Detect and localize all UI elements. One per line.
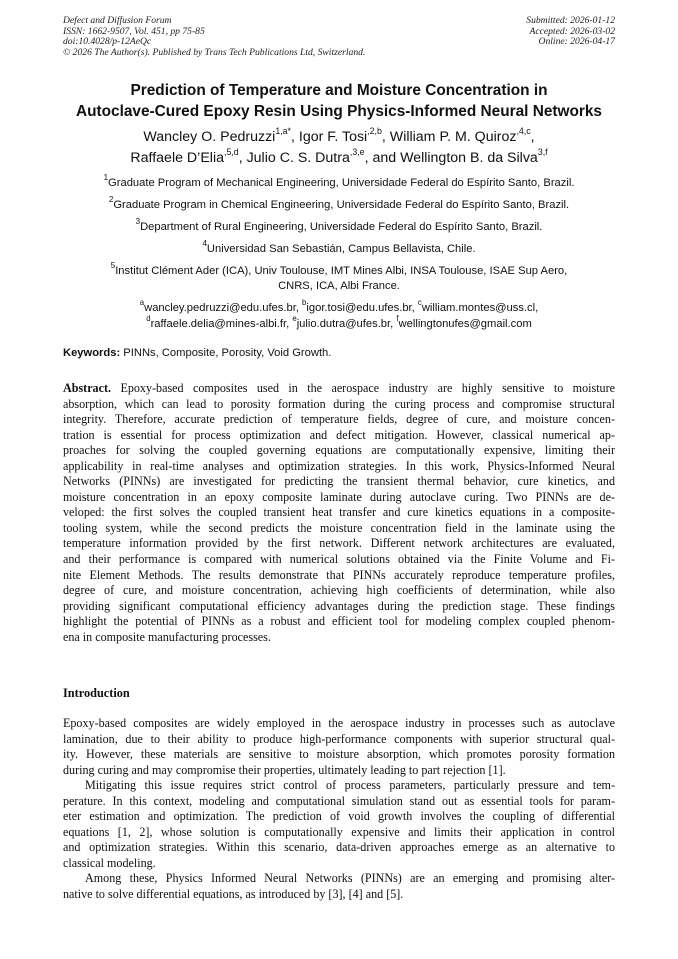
email-mark: f — [396, 314, 399, 324]
affiliation-number: 2 — [108, 195, 114, 205]
abstract-line: nite Element Methods. The results demonstrate that PINNs accurately reproduce temperature profiles, — [63, 567, 615, 582]
affiliation-text: Department of Rural Engineering, Universidade Federal do Espírito Santo, Brazil. — [140, 221, 543, 233]
email-address: william.montes@uss.cl — [421, 302, 536, 314]
paper-title — [40, 80, 638, 122]
doi-line: doi:10.4028/p-12AeQc — [63, 36, 152, 48]
copyright-line: © 2026 The Author(s). Published by Trans Tech Publications Ltd, Switzerland. — [63, 46, 366, 58]
paragraph — [63, 871, 615, 902]
author-separator: , — [290, 129, 299, 145]
email-address: wancley.pedruzzi@edu.ufes.br — [144, 302, 296, 314]
email-separator: , — [411, 302, 418, 314]
affiliation — [40, 239, 638, 256]
author-affil-mark: 1,a* — [275, 126, 291, 137]
keywords — [63, 346, 331, 360]
email-separator: , — [535, 302, 539, 314]
paragraph — [63, 716, 615, 778]
online-date: Online: 2026-04-17 — [538, 36, 615, 48]
body-line: Among these, Physics Informed Neural Networks (PINNs) are an emerging and promising alter- — [85, 871, 615, 886]
abstract-line: tration is essential for process optimization and defect mitigation. However, classical numerical ap- — [63, 427, 615, 442]
affiliation-number: 1 — [103, 173, 109, 183]
abstract-line: temperature information provided by the first network. Different network architectures are evaluated, — [63, 536, 615, 551]
abstract-line: integrity. Therefore, accurate prediction of temperature fields, degree of cure, and moisture concen- — [63, 412, 615, 427]
email-mark: a — [139, 298, 145, 308]
affiliation-continued: CNRS, ICA, Albi France. — [278, 280, 400, 292]
affiliation-text: Graduate Program of Mechanical Engineering, Universidade Federal do Espírito Santo, Brazil. — [108, 177, 575, 189]
abstract-line: and their performance is compared with numerical solutions obtained via the Finite Volume and Fi- — [63, 552, 615, 567]
author-name: Raffaele D’Elia — [130, 150, 224, 166]
affiliation — [40, 173, 638, 190]
keywords-label: Keywords: — [63, 347, 121, 359]
email-list — [30, 300, 648, 332]
dates-header — [415, 16, 615, 48]
author-separator: , — [381, 129, 390, 145]
affiliation-number: 5 — [110, 261, 116, 271]
email-mark: b — [302, 298, 307, 308]
affiliation — [40, 217, 638, 234]
author-name: Wancley O. Pedruzzi — [143, 129, 276, 145]
body-line: eter estimation and optimization. The prediction of void growth involves the coupling of differential — [63, 809, 615, 824]
section-heading: Introduction — [63, 686, 130, 700]
author-affil-mark: 3,f — [537, 147, 548, 158]
introduction-body — [63, 716, 615, 903]
author-name: William P. M. Quiroz — [389, 129, 517, 145]
affiliation — [40, 261, 638, 278]
author-separator: , — [238, 150, 247, 166]
author-separator: , — [530, 129, 535, 145]
email-address: julio.dutra@ufes.br — [296, 318, 391, 330]
accepted-date: Accepted: 2026-03-02 — [529, 25, 615, 37]
email-mark: c — [417, 298, 422, 308]
paragraph — [63, 778, 615, 871]
abstract-line: absorption, which can lead to porosity formation during the curing process and compromise structural — [63, 396, 615, 411]
email-address: igor.tosi@edu.ufes.br — [306, 302, 412, 314]
affiliation-text: Institut Clément Ader (ICA), Univ Toulouse, IMT Mines Albi, INSA Toulouse, ISAE Sup Aero, — [115, 265, 568, 277]
author-separator: , and — [364, 150, 401, 166]
journal-header — [63, 16, 443, 58]
abstract-line: veloped: the first solves the coupled transient heat transfer and cure kinetics equations in a composite- — [63, 505, 615, 520]
abstract-line: tooling system, while the second predicts the moisture concentration field in the laminate using the — [63, 520, 615, 535]
author-line — [40, 148, 638, 169]
body-line: perature. In this context, modeling and computational simulation stand out as essential tools for param- — [63, 793, 615, 808]
body-line: during curing and may compromise their properties, ultimately leading to part rejection [1]. — [63, 762, 506, 777]
author-affil-mark: ,5,d — [224, 147, 239, 158]
affiliation — [40, 195, 638, 212]
title-line: Prediction of Temperature and Moisture Concentration in — [130, 82, 548, 99]
abstract-line: highlight the potential of PINNs as a robust and efficient tool for modeling complex coupled phenom- — [63, 614, 615, 629]
body-line: native to solve differential equations, as introduced by [3], [4] and [5]. — [63, 887, 404, 902]
keywords-text: PINNs, Composite, Porosity, Void Growth. — [120, 347, 332, 359]
affiliation-text: Graduate Program in Chemical Engineering, Universidade Federal do Espírito Santo, Brazil. — [113, 199, 570, 211]
author-affil-mark: ,4,c — [516, 126, 531, 137]
abstract-line: applicability in real-time analyses and optimization strategies. In this work, Physics-Informed Neural — [63, 458, 615, 473]
body-line: Mitigating this issue requires strict control of process parameters, particularly pressure and tem- — [85, 778, 615, 793]
body-line: ity. However, these materials are sensitive to moisture absorption, which promotes porosity formation — [63, 747, 615, 762]
abstract-line: ena in composite manufacturing processes. — [63, 629, 271, 644]
author-list — [40, 127, 638, 169]
abstract-label: Abstract. — [63, 381, 112, 395]
author-name: Wellington B. da Silva — [400, 150, 538, 166]
email-address: raffaele.delia@mines-albi.fr — [150, 318, 287, 330]
email-mark: e — [292, 314, 297, 324]
email-line — [30, 300, 648, 316]
email-separator: , — [286, 318, 293, 330]
author-line — [40, 127, 638, 148]
abstract-line: providing significant computational efficiency advantages during the prediction stage. These findings — [63, 598, 615, 613]
submitted-date: Submitted: 2026-01-12 — [526, 15, 615, 26]
abstract-line: Networks (PINNs) are investigated for predicting the transient thermal behavior, cure kinetics, and — [63, 474, 615, 489]
email-line — [30, 316, 648, 332]
body-line: lamination, due to their ability to produce high-performance components with superior structural qual- — [63, 731, 615, 746]
abstract — [63, 381, 615, 645]
affiliation-text: Universidad San Sebastián, Campus Bellavista, Chile. — [206, 243, 476, 255]
title-line: Autoclave-Cured Epoxy Resin Using Physics-Informed Neural Networks — [76, 103, 602, 120]
author-affil-mark: ,2,b — [367, 126, 382, 137]
abstract-line: degree of cure, and moisture concentration, achieving high coefficients of determination, while also — [63, 583, 615, 598]
affiliation-number: 3 — [135, 217, 141, 227]
email-mark: d — [146, 314, 151, 324]
abstract-line: moisture concentration in an epoxy composite laminate during autoclave curing. Two PINNs are de- — [63, 489, 615, 504]
author-name: Igor F. Tosi — [298, 129, 368, 145]
abstract-text: Epoxy-based composites used in the aerospace industry are highly sensitive to moisture — [111, 381, 615, 395]
body-line: Epoxy-based composites are widely employed in the aerospace industry in processes such as autoclave — [63, 716, 615, 730]
email-separator: , — [295, 302, 303, 314]
email-address: wellingtonufes@gmail.com — [398, 318, 532, 330]
body-line: and optimization strategies. Within this scenario, data-driven approaches emerge as an alternative to — [63, 840, 615, 855]
affiliation-number: 4 — [202, 239, 207, 249]
abstract-line: proaches for solving the coupled governing equations are computationally expensive, limiting their — [63, 443, 615, 458]
author-affil-mark: ,3,e — [349, 147, 365, 158]
email-separator: , — [390, 318, 397, 330]
body-line: classical modeling. — [63, 855, 156, 870]
body-line: equations [1, 2], whose solution is computationally expensive and limits their application in control — [63, 824, 615, 839]
author-name: Julio C. S. Dutra — [246, 150, 350, 166]
abstract-line — [63, 381, 615, 397]
journal-name: Defect and Diffusion Forum — [63, 15, 172, 26]
issn-line: ISSN: 1662-9507, Vol. 451, pp 75-85 — [63, 25, 205, 37]
